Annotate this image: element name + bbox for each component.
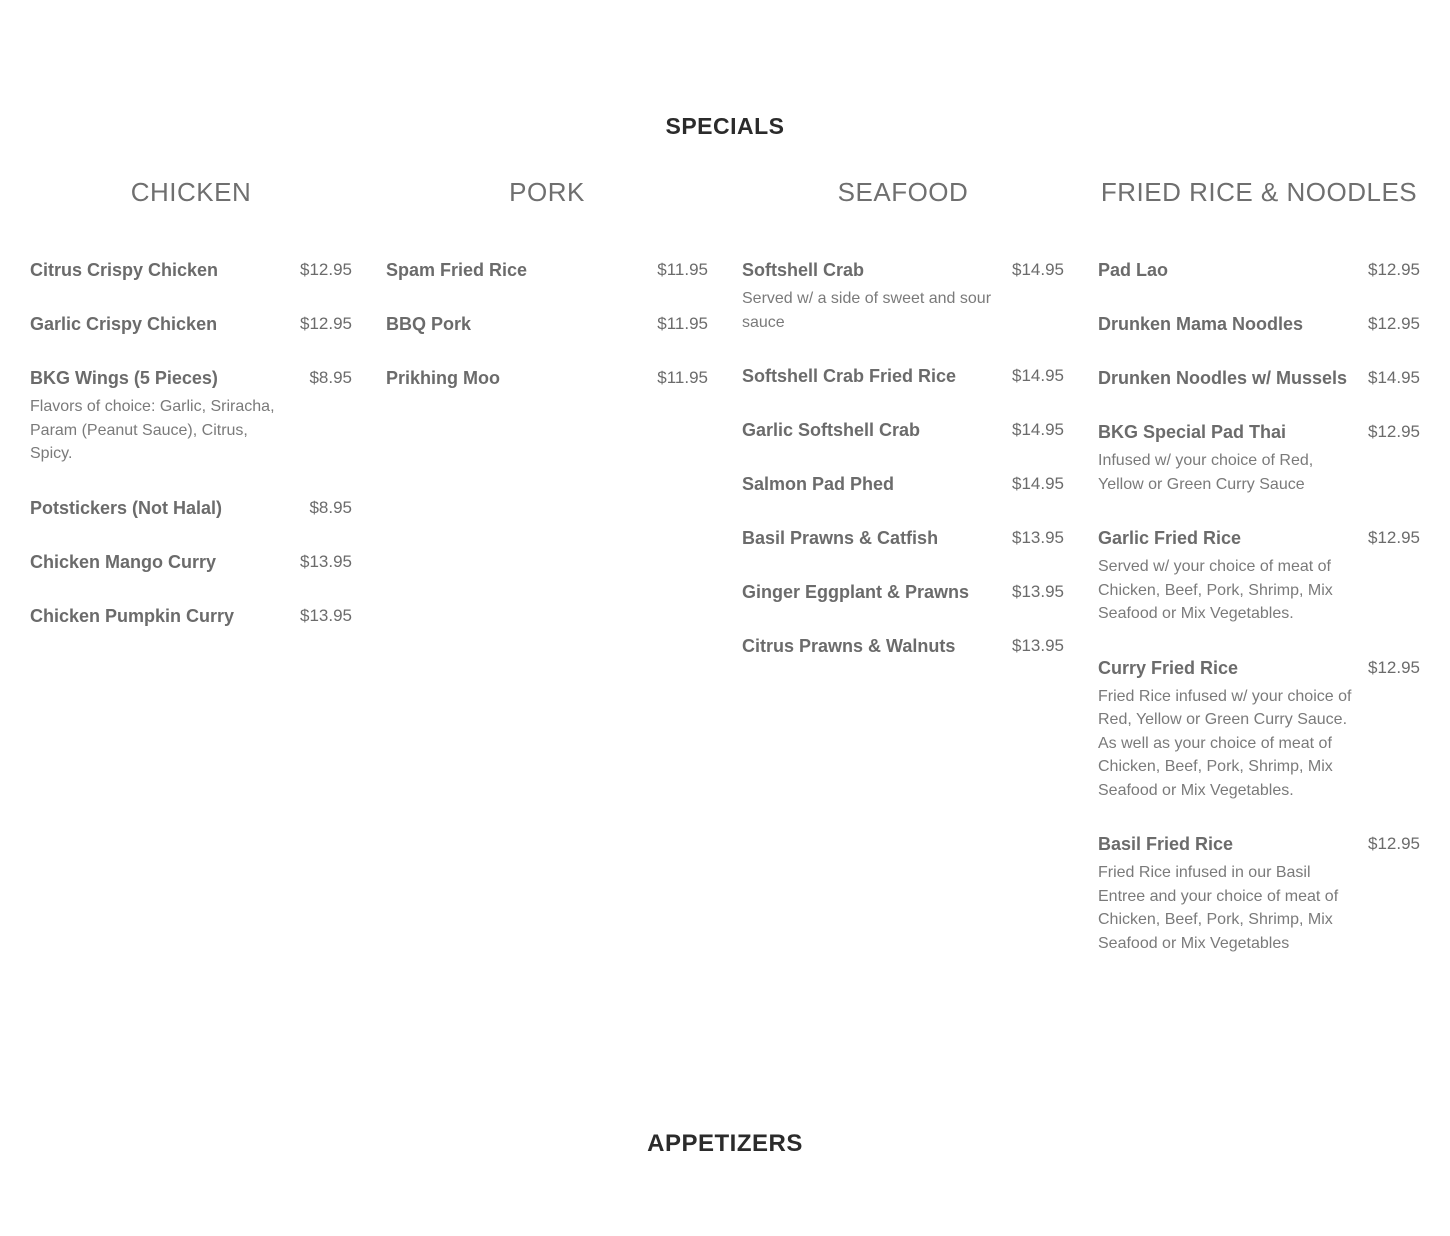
menu-item-row [742,472,1064,496]
column-heading: FRIED RICE & NOODLES [1100,177,1418,207]
menu-column-chicken [30,172,352,658]
menu-item-price: $14.95 [1012,474,1064,493]
menu-item-row [742,364,1064,388]
menu-item [30,496,352,520]
menu-item-row [386,366,708,390]
menu-item [742,418,1064,442]
menu-item [1098,312,1420,336]
menu-item-name: Citrus Crispy Chicken [30,260,219,280]
menu-item-price: $13.95 [300,605,352,625]
menu-item-row [30,312,352,336]
menu-item-name: Drunken Noodles w/ Mussels [1098,368,1348,388]
menu-item-name: Garlic Softshell Crab [742,420,921,440]
menu-item-row [1098,312,1420,336]
menu-item [386,258,708,282]
menu-item-row [30,496,352,520]
menu-item-row [742,418,1064,442]
specials-menu [30,172,1420,1052]
menu-item-price: $11.95 [657,314,708,333]
menu-item-name: Drunken Mama Noodles [1098,314,1304,334]
item-list [30,258,352,628]
menu-item-name: Ginger Eggplant & Prawns [742,582,970,602]
menu-item [386,312,708,336]
menu-item [1098,366,1420,390]
menu-item [742,472,1064,496]
menu-item-name: Basil Prawns & Catfish [742,528,939,548]
menu-item-price: $12.95 [1368,657,1420,677]
column-heading: SEAFOOD [837,177,969,207]
menu-item-name: Salmon Pad Phed [742,474,895,494]
menu-item [30,258,352,282]
menu-item-row [30,366,352,390]
menu-item [742,634,1064,658]
menu-item [742,526,1064,550]
menu-item-row [30,604,352,628]
menu-item-row [742,580,1064,604]
menu-item-price: $13.95 [1012,582,1064,601]
menu-item-description: Served w/ your choice of meat of Chicken, Beef, Pork, Shrimp, Mix Seafood or Mix Vegetables. [1098,558,1333,622]
menu-item-name: Garlic Crispy Chicken [30,314,218,334]
menu-item-name: Citrus Prawns & Walnuts [742,636,956,656]
menu-item-name: BKG Wings (5 Pieces) [30,368,218,388]
menu-item-price: $12.95 [1368,528,1420,547]
column-heading: PORK [509,177,585,207]
appetizers-title: APPETIZERS [647,1129,803,1157]
menu-item-name: Chicken Pumpkin Curry [30,605,235,626]
menu-item-price: $14.95 [1012,420,1064,439]
menu-item [1098,656,1420,803]
menu-item-description: Fried Rice infused w/ your choice of Red, Yellow or Green Curry Sauce. As well as your choice of meat of Chicken, Beef, Pork, Shrimp, Mix Seafood or Mix Vegetables. [1098,687,1352,799]
menu-item [742,580,1064,604]
menu-item [1098,832,1420,955]
menu-item-price: $12.95 [300,314,352,333]
menu-item [30,366,352,466]
menu-item-name: Pad Lao [1098,260,1169,280]
menu-item-name: BBQ Pork [386,314,472,334]
menu-item-price: $12.95 [1368,314,1420,333]
menu-item [742,258,1064,334]
menu-item-row [742,526,1064,550]
menu-item-row [386,258,708,282]
menu-item-row [30,550,352,574]
menu-item-row [742,634,1064,658]
menu-item-name: Potstickers (Not Halal) [30,497,223,518]
menu-item [1098,420,1420,496]
menu-item-name: Softshell Crab [742,260,865,280]
menu-item-price: $11.95 [657,260,708,279]
menu-item-price: $12.95 [1368,422,1420,441]
menu-item-row [1098,832,1420,856]
specials-title: SPECIALS [665,113,785,140]
menu-item-price: $13.95 [300,551,352,571]
menu-item-row [1098,366,1420,390]
menu-item-price: $13.95 [1012,636,1064,655]
menu-item [742,364,1064,388]
menu-item-row [742,258,1064,282]
menu-item-description: Flavors of choice: Garlic, Sriracha, Param (Peanut Sauce), Citrus, Spicy. [30,398,275,462]
menu-item-name: Softshell Crab Fried Rice [742,366,957,386]
menu-item-price: $14.95 [1012,366,1064,385]
menu-column-fried-rice-noodles [1098,172,1420,985]
menu-item-name: Basil Fried Rice [1098,834,1234,854]
menu-item [1098,526,1420,626]
menu-item-price: $14.95 [1012,260,1064,279]
menu-item-price: $12.95 [1368,260,1420,279]
menu-column-seafood [742,172,1064,688]
menu-item-price: $11.95 [657,368,708,387]
menu-item [30,604,352,628]
menu-item-price: $12.95 [300,260,352,279]
menu-column-pork [386,172,708,420]
menu-item-price: $8.95 [309,497,352,517]
menu-item-description: Served w/ a side of sweet and sour sauce [742,290,992,331]
menu-item [30,550,352,574]
menu-item-name: Curry Fried Rice [1098,657,1239,678]
menu-item [386,366,708,390]
menu-item-price: $14.95 [1368,368,1420,387]
menu-item [30,312,352,336]
menu-item-name: Chicken Mango Curry [30,551,217,572]
menu-item-row [30,258,352,282]
menu-item-row [1098,258,1420,282]
menu-item [1098,258,1420,282]
menu-item-row [1098,420,1420,444]
menu-item-row [1098,656,1420,680]
item-list [1098,258,1420,955]
menu-item-name: Spam Fried Rice [386,260,528,280]
column-heading: CHICKEN [130,177,252,207]
menu-item-name: BKG Special Pad Thai [1098,422,1287,442]
item-list [386,258,708,390]
menu-item-row [386,312,708,336]
menu-item-description: Fried Rice infused in our Basil Entree and your choice of meat of Chicken, Beef, Pork, Shrimp, Mix Seafood or Mix Vegetables [1098,864,1339,952]
menu-item-description: Infused w/ your choice of Red, Yellow or Green Curry Sauce [1098,452,1314,493]
menu-item-price: $8.95 [309,368,352,387]
menu-item-price: $13.95 [1012,528,1064,547]
menu-item-name: Prikhing Moo [386,368,500,388]
item-list [742,258,1064,658]
menu-item-price: $12.95 [1368,834,1420,853]
menu-item-name: Garlic Fried Rice [1098,528,1242,548]
menu-item-row [1098,526,1420,550]
